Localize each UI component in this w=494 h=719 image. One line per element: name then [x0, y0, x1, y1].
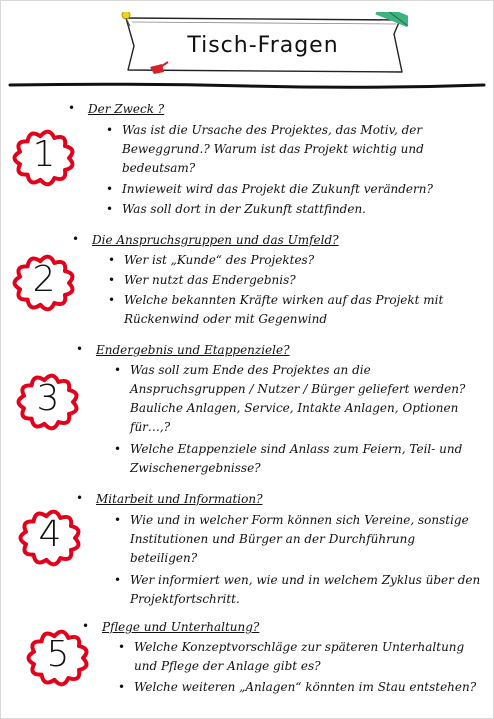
- section-1-item-1: • Was ist die Ursache des Projektes, das Motiv, der Beweggrund.? Warum ist das Projekt wichtig und bedeutsam?: [122, 121, 484, 178]
- section-1-item-2: • Inwieweit wird das Projekt die Zukunft verändern?: [122, 180, 484, 199]
- section-badge-4: [16, 506, 84, 570]
- section-badge-3: [14, 370, 82, 434]
- section-number: 5: [46, 634, 70, 675]
- section-2-item-2: • Wer nutzt das Endergebnis?: [124, 271, 484, 290]
- section-heading-3: • Endergebnis und Etappenziele?: [96, 343, 290, 357]
- title-divider: [8, 82, 486, 90]
- section-number: 4: [38, 514, 62, 555]
- section-number: 1: [32, 134, 56, 175]
- section-badge-2: [10, 251, 78, 315]
- section-badge-1: [10, 126, 78, 190]
- section-heading-1: • Der Zweck ?: [88, 102, 164, 116]
- section-number: 2: [32, 259, 56, 300]
- title-banner: [118, 12, 408, 78]
- section-3-item-2: • Welche Etappenziele sind Anlass zum Feiern, Teil- und Zwischenergebnisse?: [130, 440, 484, 478]
- section-heading-2: • Die Anspruchsgruppen und das Umfeld?: [92, 233, 339, 247]
- section-3-item-1: • Was soll zum Ende des Projektes an die Anspruchsgruppen / Nutzer / Bürger geliefert werden? Bauliche Anlagen, Service, Intakte Anlagen, Optionen für…,?: [130, 361, 484, 437]
- section-5-item-2: • Welche weiteren „Anlagen“ könnten im Stau entstehen?: [134, 678, 484, 697]
- section-4-item-2: • Wer informiert wen, wie und in welchem Zyklus über den Projektfortschritt.: [130, 571, 484, 609]
- section-1-item-3: • Was soll dort in der Zukunft stattfinden.: [122, 200, 484, 219]
- section-number: 3: [36, 378, 60, 419]
- section-2-item-3: • Welche bekannten Kräfte wirken auf das Projekt mit Rückenwind oder mit Gegenwind: [124, 291, 484, 329]
- section-2-item-1: • Wer ist „Kunde“ des Projektes?: [124, 251, 484, 270]
- section-badge-5: [24, 626, 92, 690]
- page-title: Tisch-Fragen: [187, 33, 339, 58]
- section-4-item-1: • Wie und in welcher Form können sich Vereine, sonstige Institutionen und Bürger an der Durchführung beteiligen?: [130, 511, 484, 568]
- section-heading-4: • Mitarbeit und Information?: [96, 492, 263, 506]
- section-heading-5: • Pflege und Unterhaltung?: [102, 620, 259, 634]
- section-5-item-1: • Welche Konzeptvorschläge zur späteren Unterhaltung und Pflege der Anlage gibt es?: [134, 638, 484, 676]
